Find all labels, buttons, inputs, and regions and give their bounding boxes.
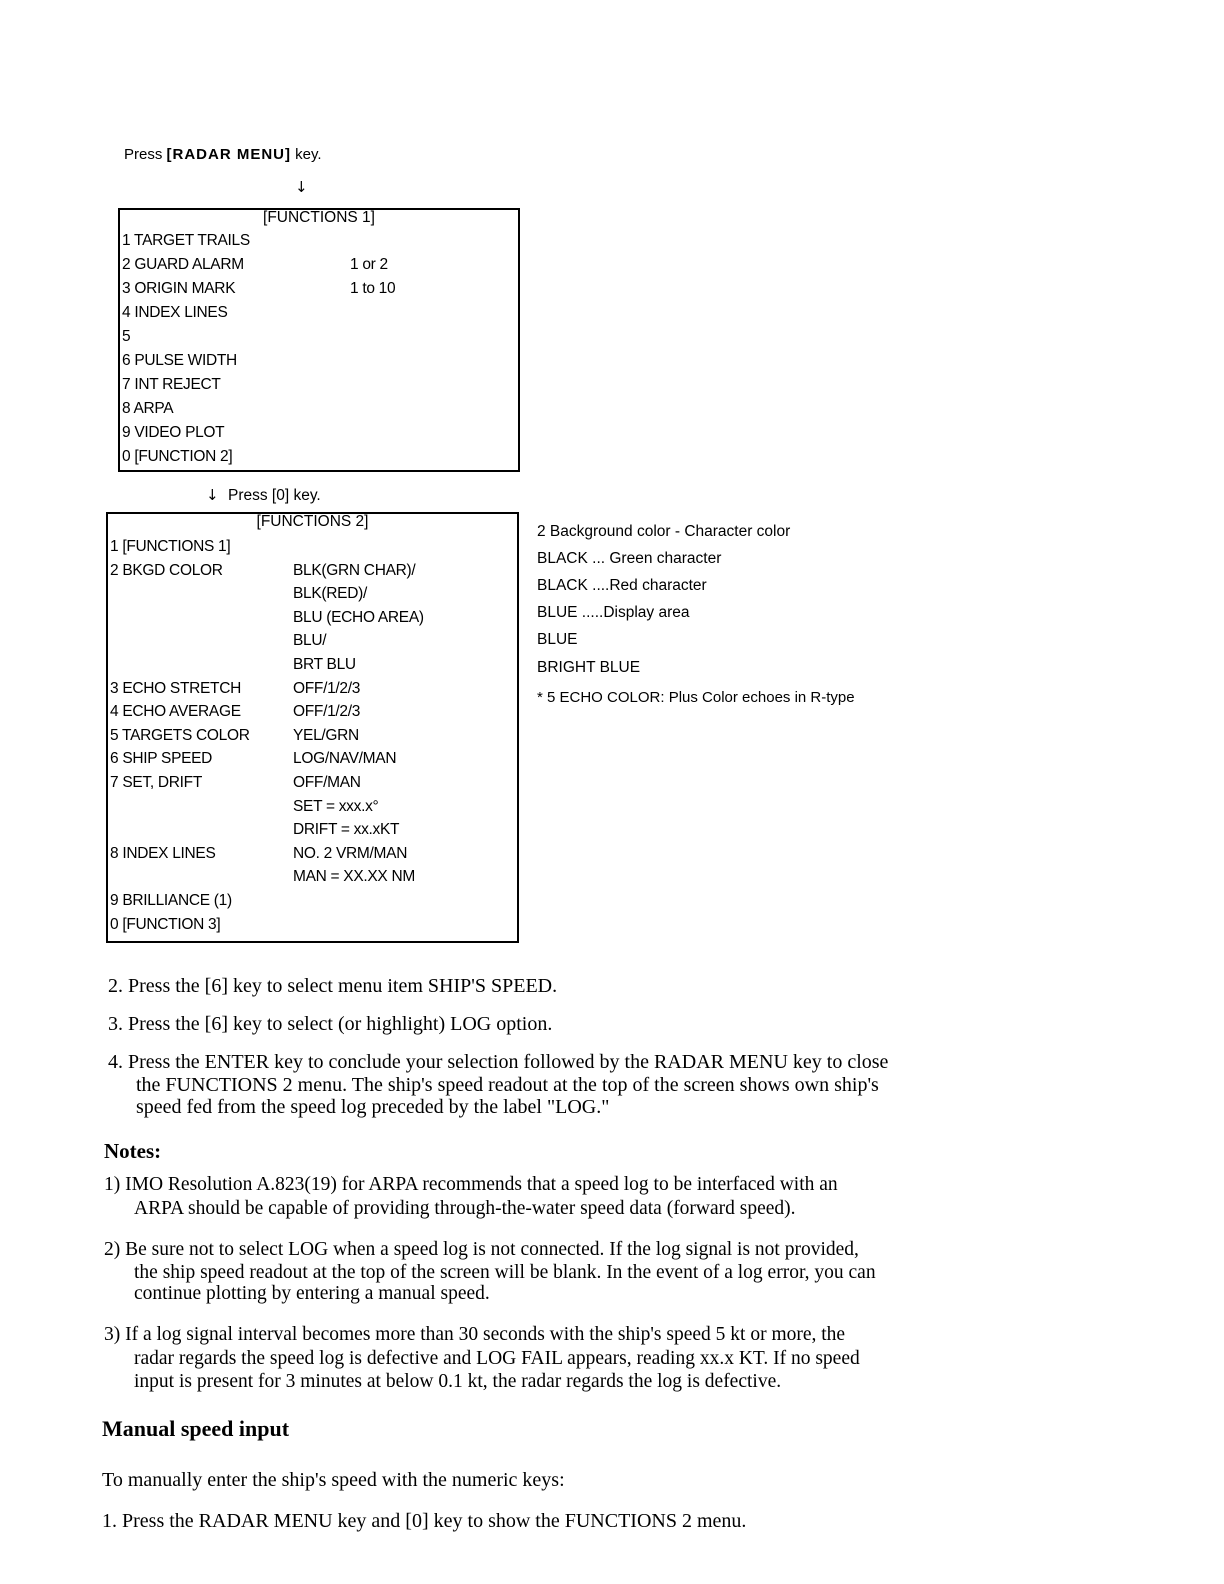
- menu-item-label: 6 PULSE WIDTH: [122, 352, 237, 369]
- menu-item-label: 6 SHIP SPEED: [110, 750, 213, 768]
- note-3-cont: input is present for 3 minutes at below 0.1 kt, the radar regards the log is defective.: [134, 1371, 782, 1392]
- functions2-menu: [106, 512, 519, 943]
- menu-item-label: 3 ORIGIN MARK: [122, 280, 236, 297]
- side-note: BLACK ....Red character: [537, 577, 707, 594]
- intro-line: [124, 146, 322, 163]
- menu-item-label: 9 VIDEO PLOT: [122, 424, 225, 441]
- menu-item-value: BLK(RED)/: [293, 585, 367, 603]
- menu-item-value: SET = xxx.x°: [293, 797, 379, 815]
- menu-item-label: 4 ECHO AVERAGE: [110, 703, 241, 721]
- intro-key: [RADAR MENU]: [166, 146, 292, 163]
- side-note: BRIGHT BLUE: [537, 659, 641, 676]
- menu-item-value: BLU/: [293, 632, 327, 650]
- side-note: BLUE: [537, 631, 578, 648]
- side-note-footnote: * 5 ECHO COLOR: Plus Color echoes in R-type: [537, 689, 855, 706]
- side-note: BLUE .....Display area: [537, 604, 690, 621]
- step-4-cont: speed fed from the speed log preceded by the label "LOG.": [136, 1096, 610, 1118]
- note-1: 1) IMO Resolution A.823(19) for ARPA recommends that a speed log to be interfaced with an: [104, 1174, 838, 1195]
- menu-item-value: NO. 2 VRM/MAN: [293, 844, 408, 862]
- manual-heading: Manual speed input: [102, 1416, 290, 1441]
- menu-item-value: OFF/1/2/3: [293, 703, 361, 721]
- menu-item-label: 3 ECHO STRETCH: [110, 679, 242, 697]
- note-2-cont: continue plotting by entering a manual speed.: [134, 1283, 490, 1304]
- menu-item-label: 9 BRILLIANCE (1): [110, 892, 232, 909]
- menu-item-value: BRT BLU: [293, 656, 356, 673]
- manual-intro: To manually enter the ship's speed with the numeric keys:: [102, 1469, 565, 1491]
- menu-item-label: 0 [FUNCTION 2]: [122, 448, 233, 465]
- note-2-cont: the ship speed readout at the top of the screen will be blank. In the event of a log error, you can: [134, 1262, 876, 1283]
- menu-item-value: OFF/MAN: [293, 774, 361, 791]
- menu-item-label: 2 GUARD ALARM: [122, 256, 244, 273]
- down-arrow-icon: ↓: [295, 178, 308, 196]
- note-1-cont: ARPA should be capable of providing through-the-water speed data (forward speed).: [134, 1198, 796, 1219]
- intro-suffix: key.: [291, 146, 322, 163]
- menu-item-label: 7 SET, DRIFT: [110, 774, 202, 791]
- step-3: 3. Press the [6] key to select (or highlight) LOG option.: [108, 1013, 553, 1035]
- menu-item-label: 0 [FUNCTION 3]: [110, 915, 221, 933]
- press-0-instruction: Press [0] key.: [228, 487, 321, 504]
- menu-item-value: 1 to 10: [350, 280, 396, 297]
- menu-item-value: BLU (ECHO AREA): [293, 608, 424, 626]
- menu-item-label: 2 BKGD COLOR: [110, 561, 223, 579]
- step-4: 4. Press the ENTER key to conclude your selection followed by the RADAR MENU key to close: [108, 1051, 889, 1073]
- step-4-cont: the FUNCTIONS 2 menu. The ship's speed readout at the top of the screen shows own ship's: [136, 1074, 879, 1096]
- menu-item-label: 1 TARGET TRAILS: [122, 232, 250, 249]
- menu-item-label: 7 INT REJECT: [122, 376, 221, 393]
- note-3-cont: radar regards the speed log is defective and LOG FAIL appears, reading xx.x KT. If no speed: [134, 1348, 860, 1369]
- functions1-title: [FUNCTIONS 1]: [263, 209, 375, 226]
- functions2-title: [FUNCTIONS 2]: [256, 513, 369, 530]
- menu-item-label: 8 INDEX LINES: [110, 844, 216, 862]
- note-2: 2) Be sure not to select LOG when a speed log is not connected. If the log signal is not provided,: [104, 1239, 859, 1260]
- menu-item-value: 1 or 2: [350, 256, 388, 273]
- notes-heading: Notes:: [104, 1139, 162, 1163]
- menu-item-label: 5 TARGETS COLOR: [110, 726, 250, 744]
- menu-item-label: 8 ARPA: [122, 400, 174, 417]
- side-note: 2 Background color - Character color: [537, 523, 791, 540]
- down-arrow-icon: ↓: [206, 486, 219, 504]
- functions1-menu: [118, 208, 520, 472]
- menu-item-value: BLK(GRN CHAR)/: [293, 561, 416, 579]
- menu-item-label: 1 [FUNCTIONS 1]: [110, 538, 231, 555]
- intro-prefix: Press: [124, 146, 167, 163]
- menu-item-label: 5: [122, 328, 131, 345]
- manual-step-1: 1. Press the RADAR MENU key and [0] key to show the FUNCTIONS 2 menu.: [102, 1510, 747, 1532]
- menu-item-value: MAN = XX.XX NM: [293, 868, 415, 886]
- menu-item-value: YEL/GRN: [293, 726, 359, 744]
- note-3: 3) If a log signal interval becomes more than 30 seconds with the ship's speed 5 kt or more, the: [104, 1324, 846, 1345]
- step-2: 2. Press the [6] key to select menu item SHIP'S SPEED.: [108, 975, 558, 997]
- side-note: BLACK ... Green character: [537, 550, 722, 567]
- menu-item-value: DRIFT = xx.xKT: [293, 821, 400, 839]
- menu-item-label: 4 INDEX LINES: [122, 304, 228, 321]
- menu-item-value: LOG/NAV/MAN: [293, 750, 397, 768]
- menu-item-value: OFF/1/2/3: [293, 679, 361, 697]
